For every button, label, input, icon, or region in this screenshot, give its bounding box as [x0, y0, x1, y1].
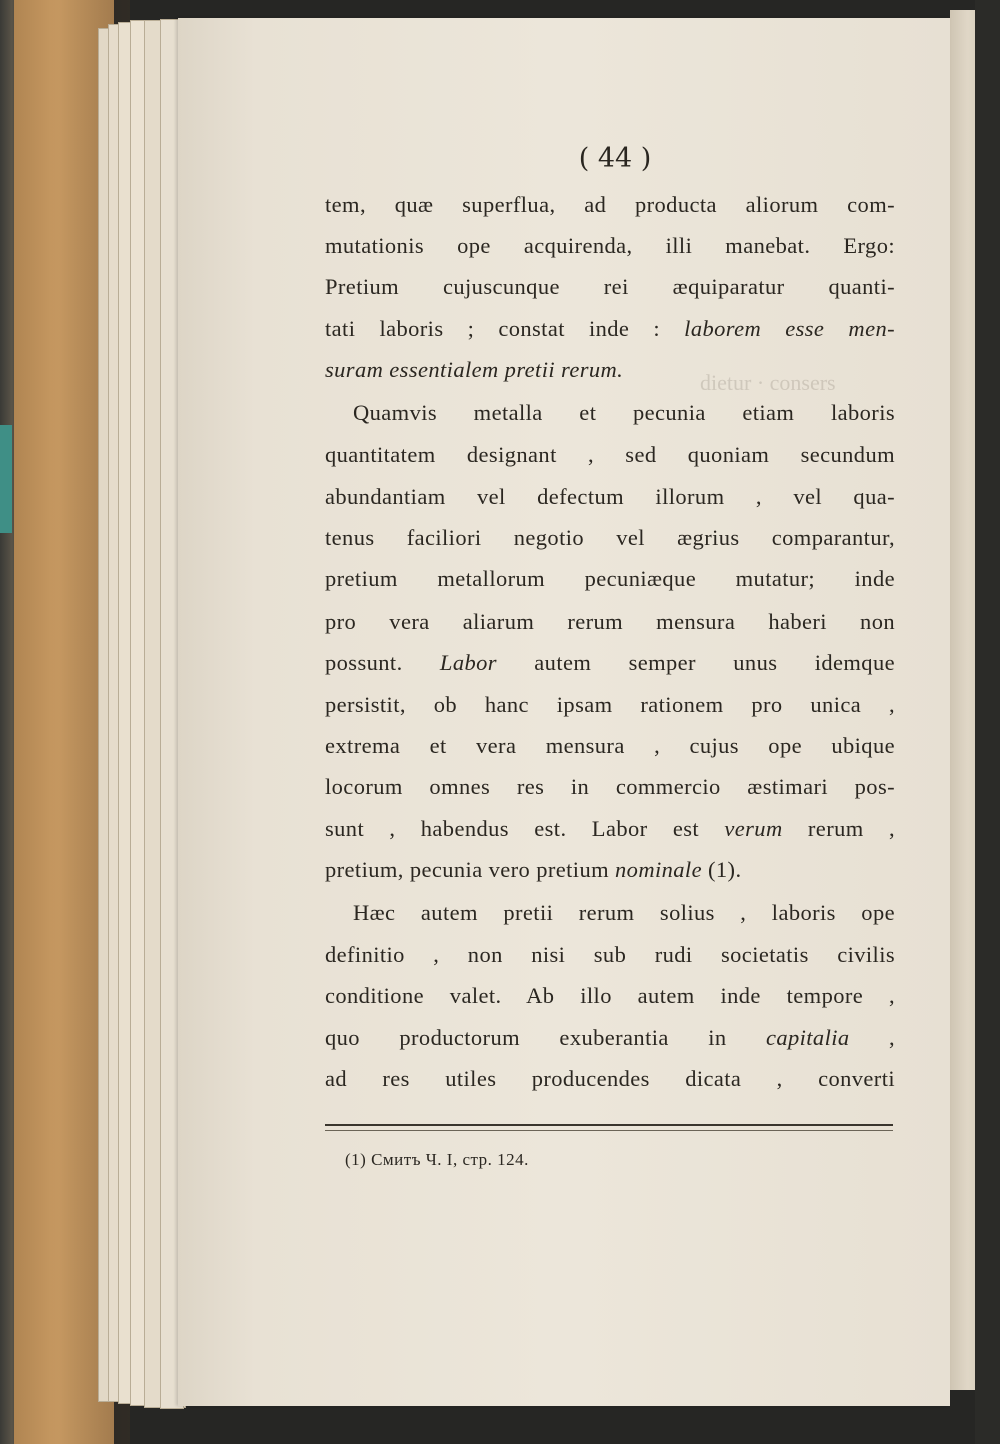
footnote: (1) Смитъ Ч. I, стр. 124.: [345, 1150, 529, 1169]
text-segment: tem, quæ superflua, ad producta aliorum com-: [325, 192, 895, 217]
text-segment: possunt.: [325, 650, 440, 675]
text-line: [325, 774, 895, 812]
text-segment: locorum omnes res in commercio æstimari pos-: [325, 774, 895, 799]
text-line: [325, 1025, 895, 1063]
text-line: [325, 900, 895, 938]
footnote-rule-thin: [325, 1130, 893, 1131]
text-segment: rerum ,: [782, 816, 895, 841]
italic-text: verum: [724, 816, 783, 841]
text-line: [325, 983, 895, 1021]
page-number: ( 44 ): [578, 143, 652, 174]
text-segment: sunt , habendus est. Labor est: [325, 816, 725, 841]
text-line: [325, 650, 895, 688]
text-line: [325, 233, 895, 271]
text-segment: ad res utiles producendes dicata , converti: [325, 1066, 895, 1091]
show-through-text: dietur · consers: [700, 370, 836, 395]
italic-text: Labor: [439, 650, 497, 675]
text-segment: Quamvis metalla et pecunia etiam laboris: [353, 400, 895, 425]
text-line: [325, 357, 895, 395]
right-dark-edge: [975, 0, 1000, 1444]
text-line: [325, 942, 895, 980]
text-segment: conditione valet. Ab illo autem inde tempore ,: [325, 983, 895, 1008]
teal-tab: [0, 425, 12, 533]
italic-text: laborem esse men-: [684, 316, 895, 341]
footnote-rule: [325, 1124, 893, 1126]
text-line: [325, 316, 895, 354]
text-line: [325, 566, 895, 604]
text-line: [325, 192, 895, 230]
text-line: [325, 274, 895, 312]
text-segment: autem semper unus idemque: [496, 650, 895, 675]
italic-text: nominale: [615, 857, 702, 882]
text-line: [325, 442, 895, 480]
text-segment: Hæc autem pretii rerum solius , laboris ope: [353, 900, 895, 925]
text-line: [325, 400, 895, 438]
text-segment: quo productorum exuberantia in: [325, 1025, 766, 1050]
text-segment: extrema et vera mensura , cujus ope ubique: [325, 733, 895, 758]
text-segment: pretium metallorum pecuniæque mutatur; inde: [325, 566, 895, 591]
text-segment: pretium, pecunia vero pretium: [325, 857, 616, 882]
text-segment: mutationis ope acquirenda, illi manebat. Ergo:: [325, 233, 895, 258]
text-segment: ,: [849, 1025, 895, 1050]
text-segment: persistit, ob hanc ipsam rationem pro unica ,: [325, 692, 895, 717]
text-segment: quantitatem designant , sed quoniam secundum: [325, 442, 895, 467]
text-line: [325, 692, 895, 730]
text-segment: (1).: [701, 857, 742, 882]
italic-text: suram essentialem pretii rerum.: [325, 357, 624, 382]
text-line: [325, 525, 895, 563]
text-segment: definitio , non nisi sub rudi societatis civilis: [325, 942, 895, 967]
text-line: [325, 609, 895, 647]
text-line: [325, 1066, 895, 1104]
text-line: [325, 733, 895, 771]
text-segment: Pretium cujuscunque rei æquiparatur quanti-: [325, 274, 895, 299]
text-segment: abundantiam vel defectum illorum , vel qua-: [325, 484, 895, 509]
text-segment: tenus faciliori negotio vel ægrius comparantur,: [325, 525, 895, 550]
text-line: [325, 484, 895, 522]
text-line: [325, 857, 895, 895]
text-segment: pro vera aliarum rerum mensura haberi non: [325, 609, 895, 634]
text-line: [325, 816, 895, 854]
text-segment: tati laboris ; constat inde :: [325, 316, 685, 341]
italic-text: capitalia: [765, 1025, 850, 1050]
